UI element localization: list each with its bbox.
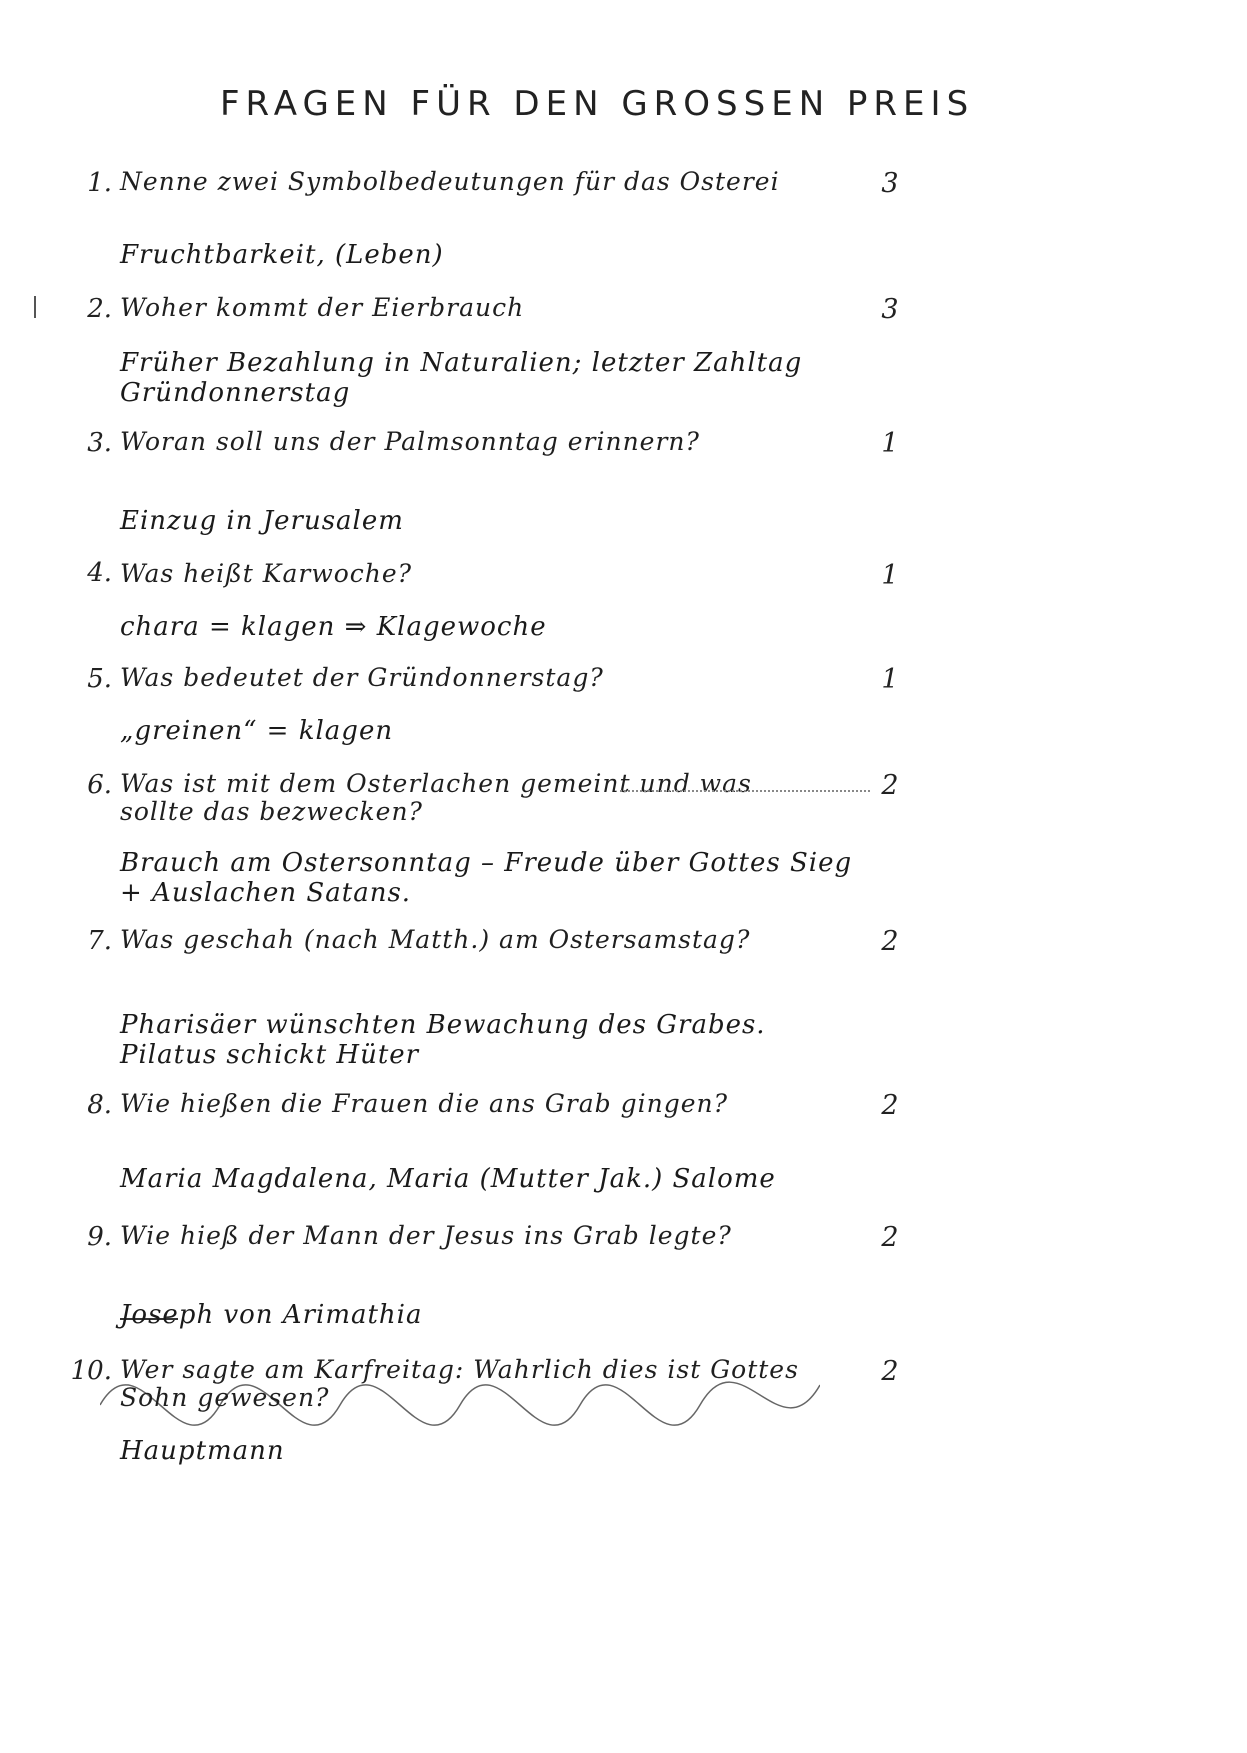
question-number: 8. — [87, 1090, 112, 1120]
question-number: 9. — [87, 1222, 112, 1252]
question-points: 1 — [881, 664, 899, 695]
question-points: 1 — [881, 428, 899, 459]
question-number: 1. — [87, 168, 112, 198]
answer-text: Einzug in Jerusalem — [120, 506, 404, 536]
question-number: 7. — [87, 926, 112, 956]
question-points: 1 — [881, 560, 899, 591]
question-number: 5. — [87, 664, 112, 694]
answer-text: Maria Magdalena, Maria (Mutter Jak.) Salome — [120, 1164, 776, 1194]
question-points: 2 — [881, 926, 899, 957]
answer-text: Brauch am Ostersonntag – Freude über Gottes Sieg + Auslachen Satans. — [120, 848, 853, 908]
question-number: 3. — [87, 428, 112, 458]
answer-text: Pharisäer wünschten Bewachung des Grabes. Pilatus schickt Hüter — [120, 1010, 766, 1070]
question-points: 2 — [881, 1222, 899, 1253]
question-text: Nenne zwei Symbolbedeutungen für das Osterei — [120, 167, 780, 196]
question-text: Wer sagte am Karfreitag: Wahrlich dies ist Gottes Sohn gewesen? — [120, 1355, 799, 1412]
dotted-line — [620, 790, 870, 792]
answer-text: „greinen“ = klagen — [120, 716, 394, 746]
question-text: Wie hießen die Frauen die ans Grab gingen? — [120, 1089, 729, 1118]
question-number: 6. — [87, 770, 112, 800]
question-text: Was bedeutet der Gründonnerstag? — [120, 663, 604, 692]
question-number: 2. — [87, 294, 112, 324]
question-text: Was ist mit dem Osterlachen gemeint und was sollte das bezwecken? — [120, 769, 752, 826]
question-text: Was heißt Karwoche? — [120, 559, 413, 588]
margin-mark — [34, 296, 36, 318]
question-points: 2 — [881, 1090, 899, 1121]
question-text: Was geschah (nach Matth.) am Ostersamstag? — [120, 925, 751, 954]
question-text: Wie hieß der Mann der Jesus ins Grab legte? — [120, 1221, 732, 1250]
answer-text: Fruchtbarkeit, (Leben) — [120, 240, 444, 270]
answer-text: Früher Bezahlung in Naturalien; letzter Zahltag Gründonnerstag — [120, 348, 803, 408]
page-title: FRAGEN FÜR DEN GROSSEN PREIS — [220, 84, 975, 124]
question-number: 10. — [70, 1356, 112, 1386]
question-points: 3 — [881, 294, 899, 325]
answer-text: Hauptmann — [120, 1436, 285, 1466]
answer-text: chara = klagen ⇒ Klagewoche — [120, 612, 547, 642]
question-points: 2 — [881, 1356, 899, 1387]
question-points: 3 — [881, 168, 899, 199]
question-number: 4. — [87, 558, 112, 588]
question-points: 2 — [881, 770, 899, 801]
question-text: Woher kommt der Eierbrauch — [120, 293, 525, 322]
question-text: Woran soll uns der Palmsonntag erinnern? — [120, 427, 700, 456]
answer-text: Joseph von Arimathia — [120, 1300, 423, 1330]
